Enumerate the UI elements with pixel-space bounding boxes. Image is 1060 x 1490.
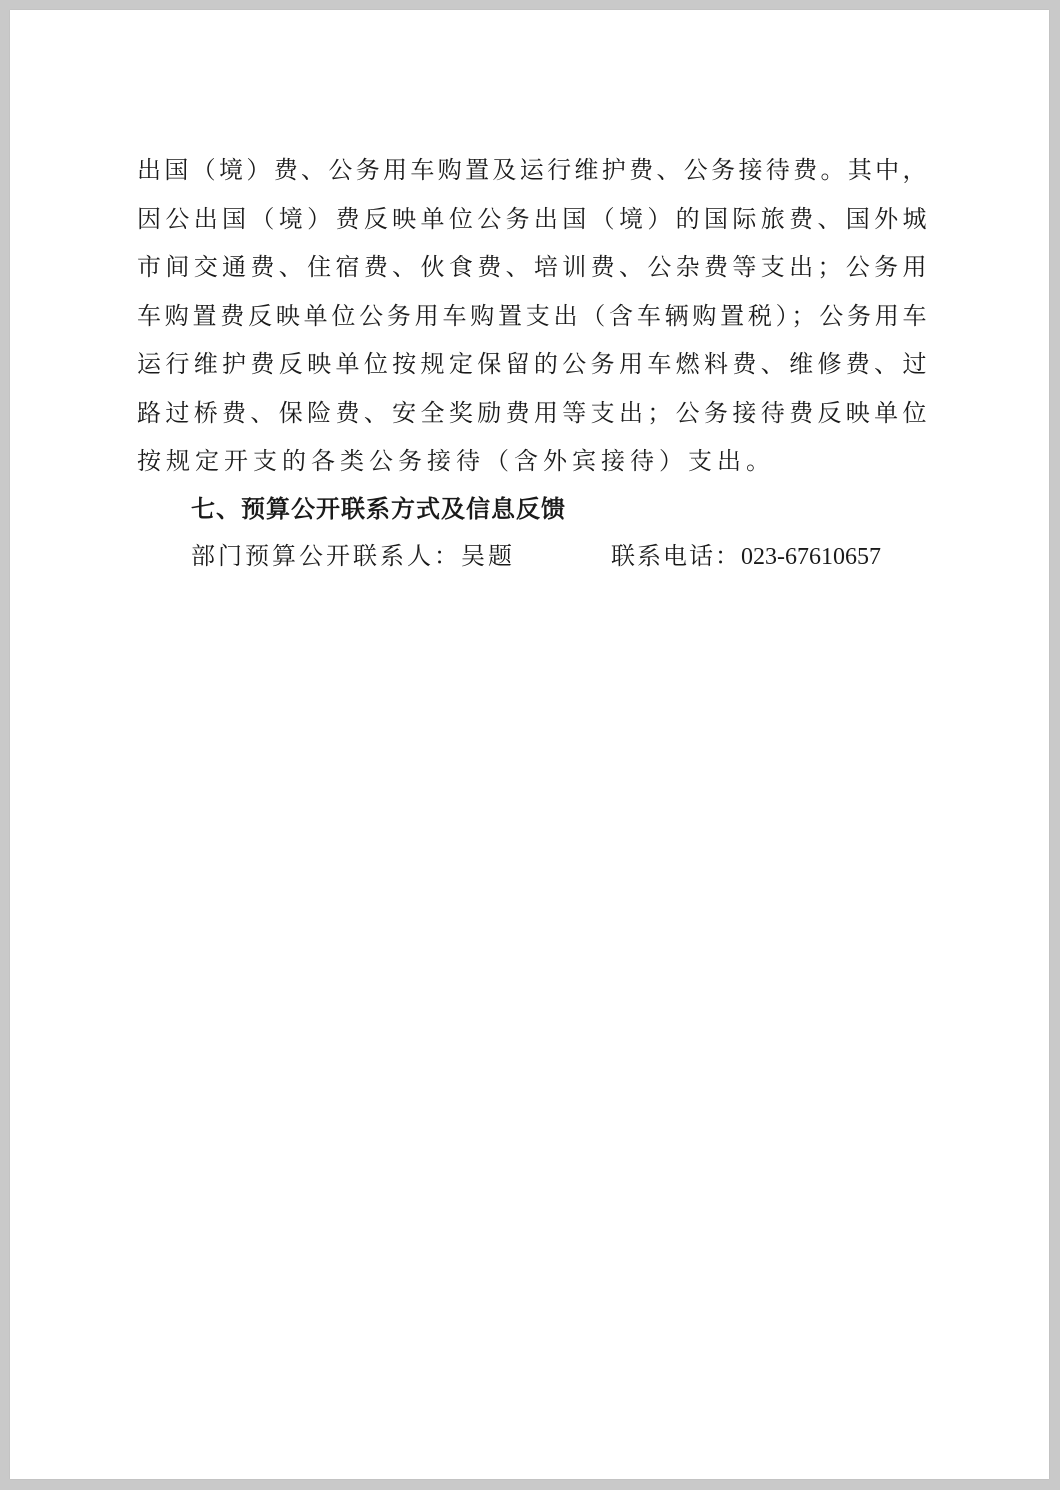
section-heading: 七、预算公开联系方式及信息反馈 [191,494,566,523]
contact-phone [611,532,881,581]
paragraph-line: 路过桥费、保险费、安全奖励费用等支出；公务接待费反映单位 [137,398,927,427]
document-page [10,10,1049,1479]
paragraph-line: 按规定开支的各类公务接待（含外宾接待）支出。 [137,447,775,475]
paragraph [137,146,927,486]
paragraph-line: 因公出国（境）费反映单位公务出国（境）的国际旅费、国外城 [137,204,927,233]
paragraph-line: 车购置费反映单位公务用车购置支出（含车辆购置税）；公务用车 [137,301,927,330]
contact-row [137,532,927,580]
page-content [137,146,927,580]
paragraph-line: 市间交通费、住宿费、伙食费、培训费、公杂费等支出；公务用 [137,253,927,281]
contact-phone-number: 023-67610657 [741,543,881,570]
contact-phone-label: 联系电话： [611,541,741,570]
contact-person: 部门预算公开联系人：吴题 [191,541,515,570]
paragraph-line: 出国（境）费、公务用车购置及运行维护费、公务接待费。其中， [137,156,927,184]
paragraph-line: 运行维护费反映单位按规定保留的公务用车燃料费、维修费、过 [137,350,927,378]
